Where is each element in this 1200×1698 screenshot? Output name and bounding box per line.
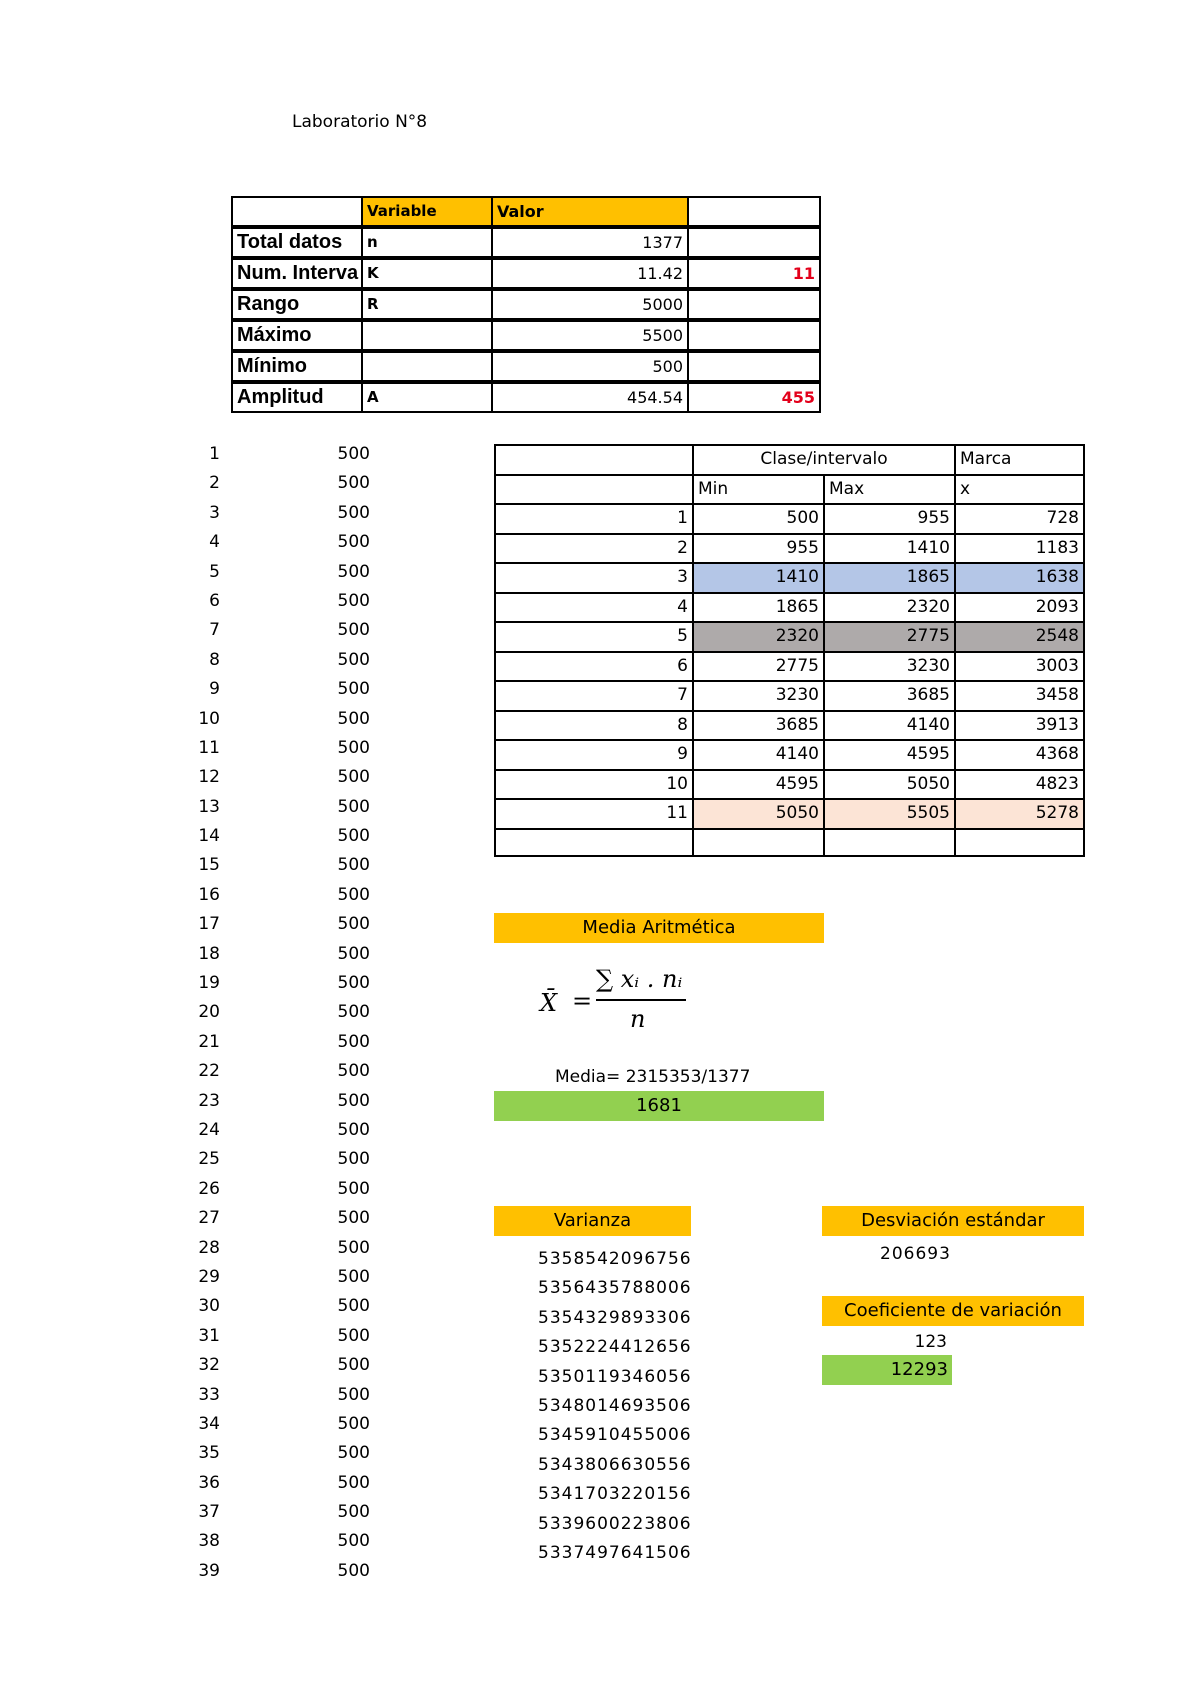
class-mark: 1638	[954, 562, 1085, 592]
list-item	[190, 591, 370, 620]
list-item	[190, 444, 370, 473]
list-value: 500	[337, 1355, 370, 1376]
list-index: 33	[198, 1384, 220, 1405]
class-index: 3	[494, 562, 692, 592]
class-index: 7	[494, 680, 692, 710]
varianza-value: 5345910455006	[538, 1425, 692, 1446]
class-index: 1	[494, 503, 692, 533]
summary-rounded	[687, 351, 821, 382]
empty-cell	[823, 828, 954, 858]
class-max: 4595	[823, 739, 954, 769]
list-item	[190, 973, 370, 1002]
list-item	[190, 503, 370, 532]
list-index: 29	[198, 1266, 220, 1287]
list-index: 18	[198, 943, 220, 964]
varianza-value: 5354329893306	[538, 1307, 692, 1328]
list-item	[190, 1179, 370, 1208]
summary-label: Num. Interva	[231, 258, 363, 289]
list-index: 34	[198, 1413, 220, 1434]
list-item	[190, 532, 370, 561]
list-index: 37	[198, 1502, 220, 1523]
list-value: 500	[337, 1266, 370, 1287]
list-value: 500	[337, 855, 370, 876]
class-max: 2775	[823, 621, 954, 651]
formula-lhs: X̄	[540, 989, 558, 1017]
class-max: 3685	[823, 680, 954, 710]
list-value: 500	[337, 473, 370, 494]
media-calc: Media= 2315353/1377	[555, 1067, 751, 1087]
list-index: 15	[198, 855, 220, 876]
summary-label: Amplitud	[231, 382, 363, 413]
class-min: 500	[692, 503, 823, 533]
list-item	[190, 1032, 370, 1061]
list-value: 500	[337, 649, 370, 670]
class-mark: 2548	[954, 621, 1085, 651]
data-list	[190, 444, 370, 1590]
list-value: 500	[337, 679, 370, 700]
class-max: 4140	[823, 710, 954, 740]
list-value: 500	[337, 884, 370, 905]
class-header-min: Min	[692, 474, 823, 504]
list-value: 500	[337, 973, 370, 994]
formula-denominator: n	[630, 1005, 646, 1033]
class-min: 4595	[692, 769, 823, 799]
list-index: 13	[198, 796, 220, 817]
summary-rounded: 11	[687, 258, 821, 289]
list-index: 8	[209, 649, 220, 670]
list-item	[190, 914, 370, 943]
varianza-label: Varianza	[494, 1206, 691, 1236]
list-value: 500	[337, 1413, 370, 1434]
class-max: 1410	[823, 533, 954, 563]
empty-cell	[494, 828, 692, 858]
varianza-value: 5356435788006	[538, 1278, 692, 1299]
list-item	[190, 1502, 370, 1531]
class-min: 3230	[692, 680, 823, 710]
list-item	[190, 1238, 370, 1267]
class-mark: 2093	[954, 592, 1085, 622]
list-item	[190, 709, 370, 738]
list-item	[190, 944, 370, 973]
list-value: 500	[337, 1531, 370, 1552]
class-mark: 3003	[954, 651, 1085, 681]
list-index: 25	[198, 1149, 220, 1170]
list-item	[190, 562, 370, 591]
class-mark: 1183	[954, 533, 1085, 563]
list-index: 4	[209, 532, 220, 553]
class-header-intervalo: Clase/intervalo	[692, 444, 954, 474]
list-value: 500	[337, 1384, 370, 1405]
desviacion-label: Desviación estándar	[822, 1206, 1084, 1236]
class-max: 2320	[823, 592, 954, 622]
list-index: 31	[198, 1325, 220, 1346]
list-value: 500	[337, 1325, 370, 1346]
coeficiente-label: Coeficiente de variación	[822, 1296, 1084, 1326]
coeficiente-value: 123	[914, 1332, 947, 1352]
class-index: 8	[494, 710, 692, 740]
list-item	[190, 855, 370, 884]
class-max: 5505	[823, 798, 954, 828]
varianza-value: 5337497641506	[538, 1542, 692, 1563]
coeficiente-result: 12293	[822, 1355, 952, 1385]
list-index: 3	[209, 502, 220, 523]
list-item	[190, 473, 370, 502]
summary-variable: A	[361, 382, 493, 413]
list-index: 6	[209, 590, 220, 611]
list-item	[190, 1326, 370, 1355]
summary-value: 500	[491, 351, 689, 382]
list-item	[190, 1296, 370, 1325]
list-item	[190, 1120, 370, 1149]
class-min: 3685	[692, 710, 823, 740]
varianza-value: 5348014693506	[538, 1395, 692, 1416]
list-value: 500	[337, 1237, 370, 1258]
class-index: 11	[494, 798, 692, 828]
summary-value: 11.42	[491, 258, 689, 289]
summary-rounded	[687, 227, 821, 258]
list-index: 20	[198, 1002, 220, 1023]
list-value: 500	[337, 914, 370, 935]
class-max: 955	[823, 503, 954, 533]
list-value: 500	[337, 444, 370, 464]
list-item	[190, 1355, 370, 1384]
list-item	[190, 1208, 370, 1237]
list-index: 19	[198, 973, 220, 994]
list-index: 32	[198, 1355, 220, 1376]
list-item	[190, 620, 370, 649]
list-value: 500	[337, 1178, 370, 1199]
summary-variable	[361, 351, 493, 382]
class-mark: 4823	[954, 769, 1085, 799]
list-index: 7	[209, 620, 220, 641]
list-value: 500	[337, 737, 370, 758]
list-value: 500	[337, 532, 370, 553]
list-value: 500	[337, 767, 370, 788]
varianza-value: 5352224412656	[538, 1337, 692, 1358]
summary-variable: R	[361, 289, 493, 320]
list-index: 28	[198, 1237, 220, 1258]
list-item	[190, 885, 370, 914]
list-item	[190, 1443, 370, 1472]
list-index: 30	[198, 1296, 220, 1317]
class-min: 5050	[692, 798, 823, 828]
varianza-value: 5343806630556	[538, 1454, 692, 1475]
list-index: 22	[198, 1061, 220, 1082]
summary-variable: K	[361, 258, 493, 289]
media-label: Media Aritmética	[494, 913, 824, 943]
class-mark: 3458	[954, 680, 1085, 710]
class-header-blank	[494, 444, 692, 474]
class-header2-blank	[494, 474, 692, 504]
class-min: 1410	[692, 562, 823, 592]
list-value: 500	[337, 826, 370, 847]
summary-variable	[361, 320, 493, 351]
list-index: 10	[198, 708, 220, 729]
list-item	[190, 1061, 370, 1090]
class-index: 10	[494, 769, 692, 799]
summary-rounded: 455	[687, 382, 821, 413]
list-item	[190, 1473, 370, 1502]
list-value: 500	[337, 1031, 370, 1052]
mean-formula	[538, 965, 698, 1037]
list-index: 11	[198, 737, 220, 758]
list-index: 9	[209, 679, 220, 700]
summary-header-blank	[231, 196, 363, 227]
class-min: 4140	[692, 739, 823, 769]
summary-label: Rango	[231, 289, 363, 320]
formula-equals: =	[572, 987, 593, 1015]
list-item	[190, 767, 370, 796]
list-item	[190, 679, 370, 708]
summary-rounded	[687, 320, 821, 351]
list-index: 21	[198, 1031, 220, 1052]
list-item	[190, 826, 370, 855]
list-value: 500	[337, 1002, 370, 1023]
class-index: 4	[494, 592, 692, 622]
summary-label: Máximo	[231, 320, 363, 351]
list-item	[190, 1531, 370, 1560]
list-index: 35	[198, 1443, 220, 1464]
media-result: 1681	[494, 1091, 824, 1121]
list-item	[190, 1149, 370, 1178]
list-value: 500	[337, 561, 370, 582]
list-value: 500	[337, 1090, 370, 1111]
list-value: 500	[337, 620, 370, 641]
formula-numerator: ∑ xᵢ . nᵢ	[596, 965, 683, 993]
class-min: 955	[692, 533, 823, 563]
list-value: 500	[337, 1208, 370, 1229]
summary-rounded	[687, 289, 821, 320]
summary-value: 5500	[491, 320, 689, 351]
list-item	[190, 797, 370, 826]
empty-cell	[692, 828, 823, 858]
class-max: 1865	[823, 562, 954, 592]
varianza-value: 5339600223806	[538, 1513, 692, 1534]
list-item	[190, 650, 370, 679]
formula-fraction-bar	[596, 999, 686, 1001]
class-min: 1865	[692, 592, 823, 622]
summary-variable: n	[361, 227, 493, 258]
list-index: 14	[198, 826, 220, 847]
list-value: 500	[337, 1061, 370, 1082]
list-value: 500	[337, 1502, 370, 1523]
list-item	[190, 1385, 370, 1414]
list-index: 27	[198, 1208, 220, 1229]
list-value: 500	[337, 943, 370, 964]
empty-cell	[954, 828, 1085, 858]
list-index: 36	[198, 1472, 220, 1493]
varianza-value: 5358542096756	[538, 1249, 692, 1269]
list-index: 23	[198, 1090, 220, 1111]
list-value: 500	[337, 590, 370, 611]
list-item	[190, 1267, 370, 1296]
list-value: 500	[337, 796, 370, 817]
class-index: 6	[494, 651, 692, 681]
list-item	[190, 1091, 370, 1120]
list-item	[190, 1002, 370, 1031]
summary-header-extra	[687, 196, 821, 227]
class-header-marca: Marca	[954, 444, 1085, 474]
list-value: 500	[337, 1560, 370, 1581]
summary-header-valor: Valor	[491, 196, 689, 227]
class-min: 2775	[692, 651, 823, 681]
class-index: 2	[494, 533, 692, 563]
list-index: 24	[198, 1119, 220, 1140]
class-mark: 728	[954, 503, 1085, 533]
summary-header-variable: Variable	[361, 196, 493, 227]
list-index: 26	[198, 1178, 220, 1199]
class-header-x: x	[954, 474, 1085, 504]
list-index: 12	[198, 767, 220, 788]
class-mark: 3913	[954, 710, 1085, 740]
list-item	[190, 738, 370, 767]
list-item	[190, 1414, 370, 1443]
list-value: 500	[337, 1149, 370, 1170]
desviacion-value: 206693	[880, 1244, 951, 1264]
summary-label: Mínimo	[231, 351, 363, 382]
varianza-list	[538, 1249, 692, 1572]
class-index: 9	[494, 739, 692, 769]
list-index: 17	[198, 914, 220, 935]
page-title: Laboratorio N°8	[292, 112, 428, 132]
list-item	[190, 1561, 370, 1590]
list-value: 500	[337, 708, 370, 729]
list-index: 2	[209, 473, 220, 494]
class-mark: 5278	[954, 798, 1085, 828]
list-value: 500	[337, 1119, 370, 1140]
class-mark: 4368	[954, 739, 1085, 769]
list-value: 500	[337, 1443, 370, 1464]
class-min: 2320	[692, 621, 823, 651]
class-max: 5050	[823, 769, 954, 799]
class-index: 5	[494, 621, 692, 651]
list-value: 500	[337, 502, 370, 523]
list-index: 39	[198, 1560, 220, 1581]
varianza-value: 5341703220156	[538, 1484, 692, 1505]
summary-value: 5000	[491, 289, 689, 320]
class-header-max: Max	[823, 474, 954, 504]
summary-value: 1377	[491, 227, 689, 258]
list-value: 500	[337, 1296, 370, 1317]
varianza-value: 5350119346056	[538, 1366, 692, 1387]
summary-value: 454.54	[491, 382, 689, 413]
class-max: 3230	[823, 651, 954, 681]
list-index: 1	[209, 444, 220, 464]
summary-label: Total datos	[231, 227, 363, 258]
list-index: 38	[198, 1531, 220, 1552]
list-value: 500	[337, 1472, 370, 1493]
list-index: 16	[198, 884, 220, 905]
list-index: 5	[209, 561, 220, 582]
